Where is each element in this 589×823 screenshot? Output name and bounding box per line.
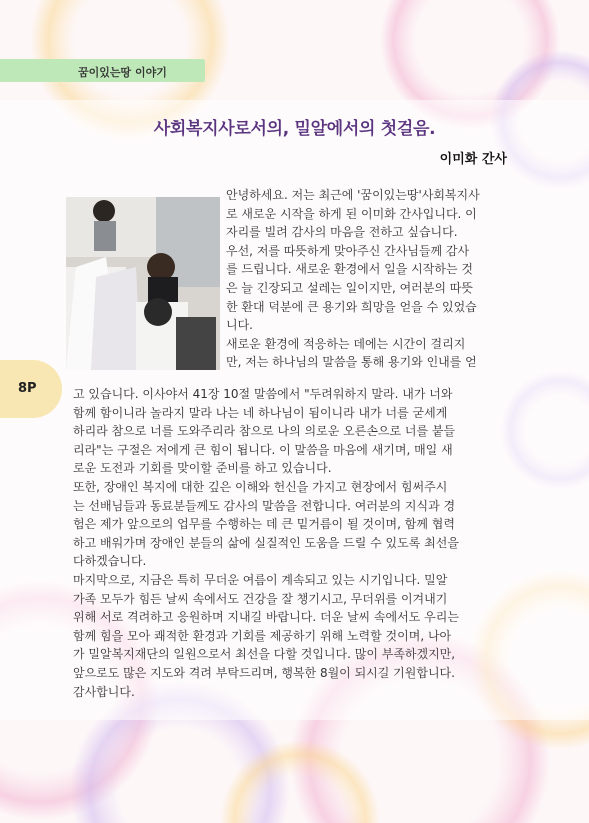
body-line: 마지막으로, 지금은 특히 무더운 여름이 계속되고 있는 시기입니다. 밀알 — [73, 572, 448, 587]
section-label: 꿈이있는땅 이야기 — [78, 66, 167, 79]
page-number: 8P — [18, 381, 37, 396]
body-line: 우선, 저를 따뜻하게 맞아주신 간사님들께 감사 — [226, 243, 470, 258]
article-body-wide — [73, 385, 515, 701]
body-line: 위해 서로 격려하고 응원하며 지내길 바랍니다. 더운 날씨 속에서도 우리는 — [73, 610, 459, 625]
body-line: 함께 함이니라 놀라지 말라 나는 네 하나님이 됨이니라 내가 너를 굳세게 — [73, 405, 448, 420]
article-author: 이미화 간사 — [439, 152, 507, 167]
body-line: 고 있습니다. 이사야서 41장 10절 말씀에서 "두려워하지 말라. 내가 너와 — [73, 387, 453, 401]
body-line: 는 선배님들과 동료분들께도 감사의 말씀을 전합니다. 여러분의 지식과 경 — [73, 498, 456, 513]
body-line: 가 밀알복지재단의 일원으로서 최선을 다할 것입니다. 많이 부족하겠지만, — [73, 647, 456, 662]
body-line: 하고 배워가며 장애인 분들의 삶에 실질적인 도움을 드릴 수 있도록 최선을 — [73, 535, 459, 550]
body-line: 로 새로운 시작을 하게 된 이미화 간사입니다. 이 — [226, 206, 477, 221]
page-number-tab — [0, 360, 62, 418]
photo-icon — [66, 197, 220, 370]
article-photo — [66, 197, 220, 370]
body-line: 만, 저는 하나님의 말씀을 통해 용기와 인내를 얻 — [226, 355, 477, 370]
body-line: 하리라 참으로 너를 도와주리라 참으로 나의 의로운 오른손으로 너를 붙들 — [73, 424, 456, 439]
body-line: 은 늘 긴장되고 설레는 일이지만, 여러분의 따뜻 — [226, 280, 473, 295]
body-line: 니다. — [226, 318, 253, 333]
body-line: 다하겠습니다. — [73, 554, 147, 569]
body-line: 또한, 장애인 복지에 대한 깊은 이해와 헌신을 가지고 현장에서 힘써주시 — [73, 479, 448, 494]
body-line: 로운 도전과 기회를 맞이할 준비를 하고 있습니다. — [73, 461, 332, 476]
body-line: 한 환대 덕분에 큰 용기와 희망을 얻을 수 있었습 — [226, 299, 477, 314]
body-line: 험은 제가 앞으로의 업무를 수행하는 데 큰 밑거름이 될 것이며, 함께 협력 — [73, 517, 455, 532]
body-line: 리라"는 구절은 저에게 큰 힘이 됩니다. 이 말씀을 마음에 새기며, 매일 새 — [73, 442, 453, 457]
body-line: 앞으로도 많은 지도와 격려 부탁드리며, 행복한 8월이 되시길 기원합니다. — [73, 665, 455, 680]
body-line: 함께 힘을 모아 쾌적한 환경과 기회를 제공하기 위해 노력할 것이며, 나아 — [73, 628, 452, 643]
body-line: 감사합니다. — [73, 684, 135, 699]
article-title: 사회복지사로서의, 밀알에서의 첫걸음. — [153, 119, 436, 139]
article-body-narrow — [226, 186, 515, 372]
body-line: 안녕하세요. 저는 최근에 '꿈이있는땅'사회복지사 — [226, 188, 480, 202]
section-label-tab — [0, 59, 205, 82]
body-line: 자리를 빌려 감사의 마음을 전하고 싶습니다. — [226, 225, 458, 240]
body-line: 새로운 환경에 적응하는 데에는 시간이 걸리지 — [226, 336, 466, 351]
body-line: 가족 모두가 힘든 날씨 속에서도 건강을 잘 챙기시고, 무더위를 이겨내기 — [73, 591, 448, 606]
body-line: 를 드립니다. 새로운 환경에서 일을 시작하는 것 — [226, 262, 473, 277]
